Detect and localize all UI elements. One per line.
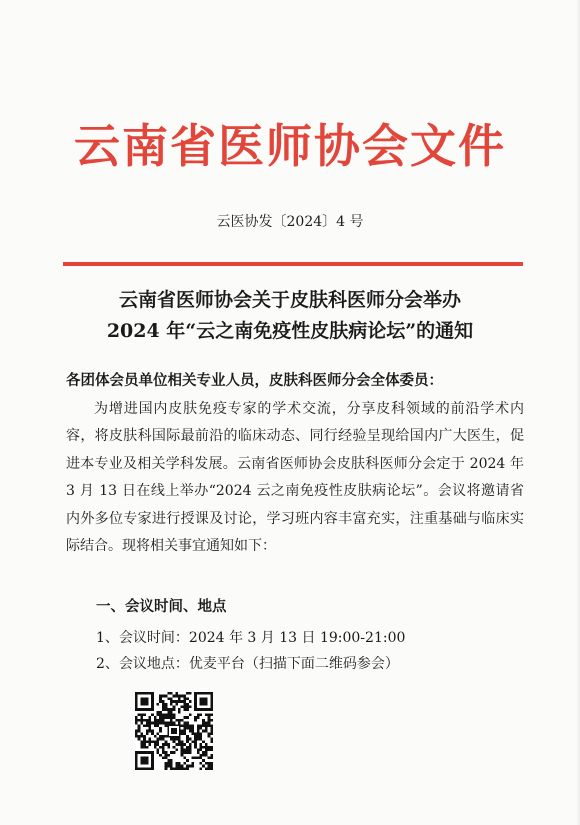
notice-title-line1: 云南省医师协会关于皮肤科医师分会举办 <box>118 289 461 311</box>
body-paragraph: 为增进国内皮肤免疫专家的学术交流，分享皮科领域的前沿学术内容，将皮肤科国际最前沿的临床动态、同行经验呈现给国内广大医生，促进本专业及相关学科发展。云南省医师协会皮肤科医师分会定于 2024 年 3 月 13 日在线上举办“2024 云之南免疫性皮肤病论坛”。会议将邀请省内外多位专家进行授课及讨论，学习班内容丰富充实，注重基础与临床实际结合。现将相关事宜通知如下： <box>66 401 524 555</box>
red-divider <box>63 262 523 266</box>
document-number: 云医协发〔2024〕4 号 <box>216 214 364 230</box>
meeting-place-item: 2、会议地点：优麦平台（扫描下面二维码参会） <box>96 656 399 672</box>
meeting-time-item: 1、会议时间：2024 年 3 月 13 日 19:00-21:00 <box>96 630 406 646</box>
notice-title <box>0 285 580 347</box>
page-edge <box>576 0 580 825</box>
masthead-title: 云南省医师协会文件 <box>74 119 506 173</box>
section-heading-time-place: 一、会议时间、地点 <box>96 598 227 615</box>
salutation: 各团体会员单位相关专业人员，皮肤科医师分会全体委员： <box>66 372 443 389</box>
notice-title-line2: 2024 年“云之南免疫性皮肤病论坛”的通知 <box>106 320 474 342</box>
qr-code-icon[interactable] <box>135 692 213 770</box>
